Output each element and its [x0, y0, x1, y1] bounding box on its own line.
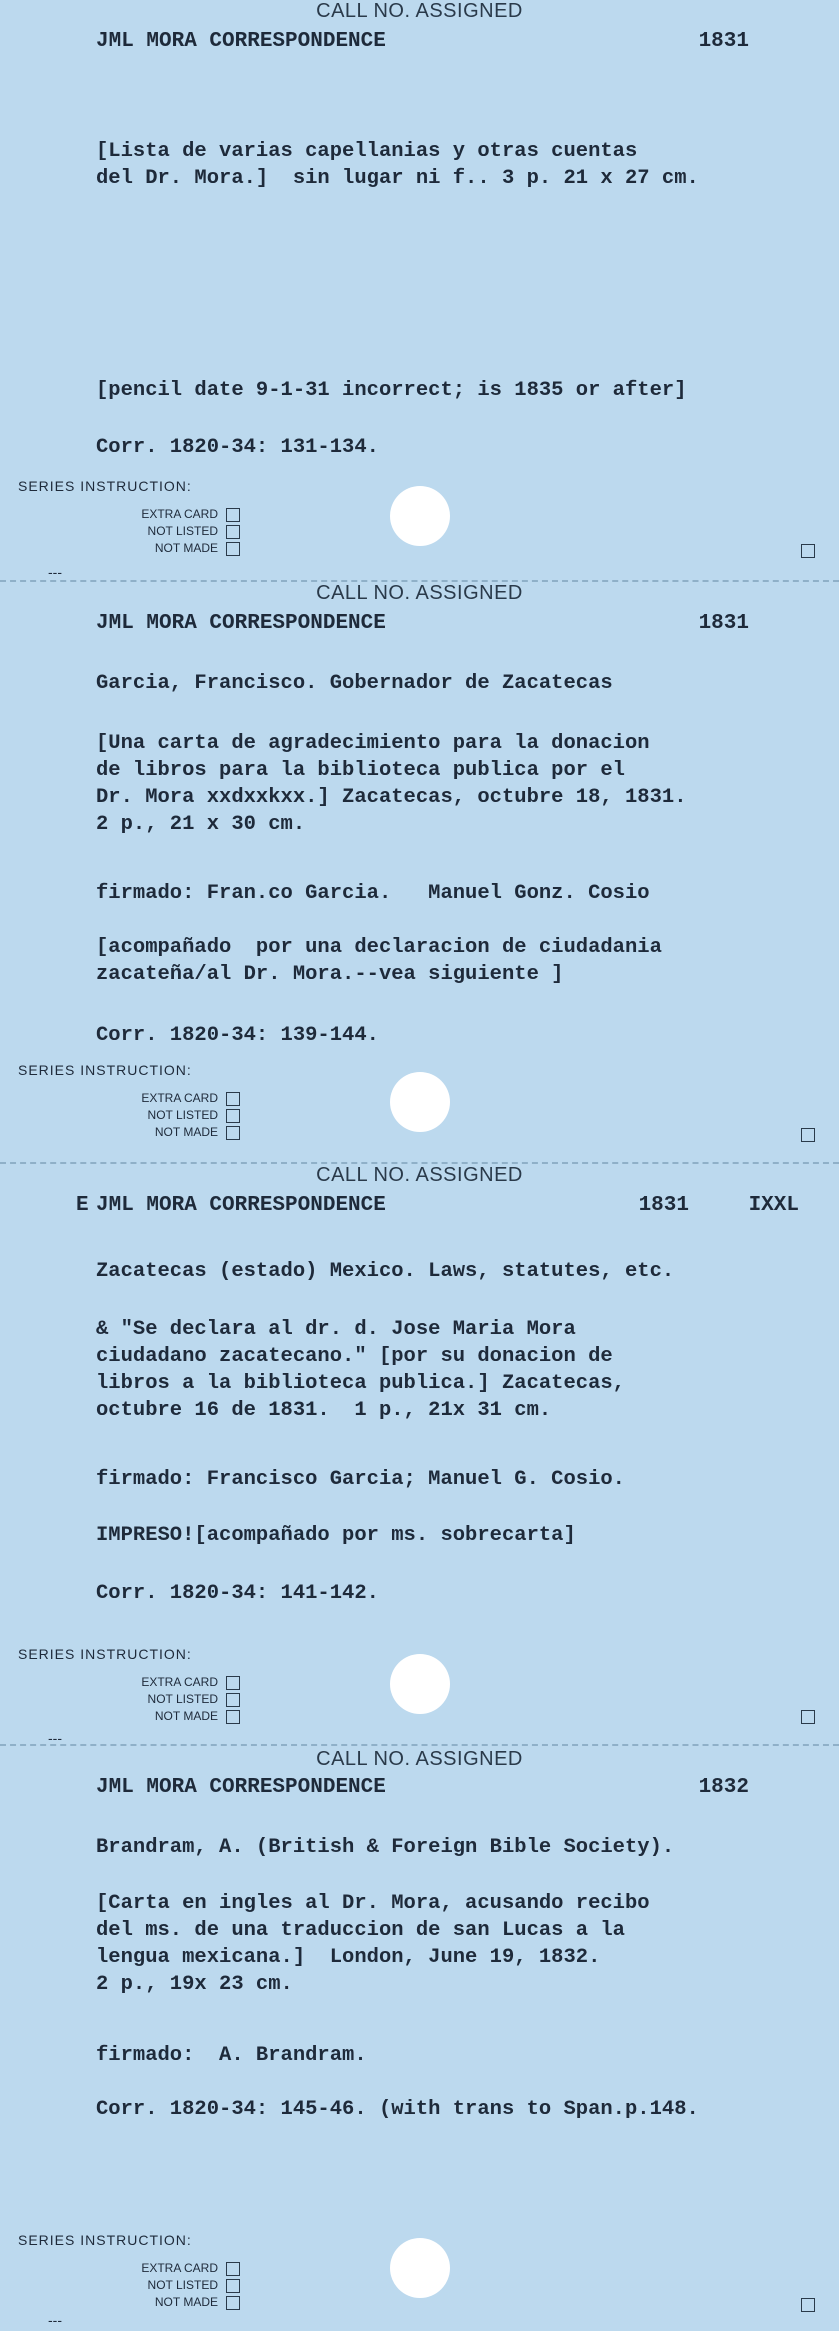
call-no-label: CALL NO. ASSIGNED	[316, 1748, 523, 1770]
call-no-label: CALL NO. ASSIGNED	[316, 0, 523, 22]
option-label: NOT MADE	[154, 2295, 218, 2309]
option-label: NOT LISTED	[147, 1692, 218, 1706]
series-options	[100, 1090, 240, 1141]
punch-hole	[390, 1654, 450, 1714]
series-options	[100, 1674, 240, 1725]
line: ciudadano zacatecano." [por su donacion de	[96, 1345, 613, 1368]
series-instruction-label: SERIES INSTRUCTION:	[18, 478, 192, 494]
series-options	[100, 506, 240, 557]
extra-card-checkbox[interactable]	[226, 508, 240, 522]
card-year: 1831	[698, 30, 749, 53]
card-reference: Corr. 1820-34: 139-144.	[96, 1024, 379, 1047]
punch-hole	[390, 1072, 450, 1132]
punch-hole	[390, 2238, 450, 2298]
line: [Una carta de agradecimiento para la donacion	[96, 732, 650, 755]
not-made-checkbox[interactable]	[226, 1126, 240, 1140]
not-listed-checkbox[interactable]	[226, 1109, 240, 1123]
call-no-label: CALL NO. ASSIGNED	[316, 1164, 523, 1186]
option-label: NOT MADE	[154, 1125, 218, 1139]
card-title: JML MORA CORRESPONDENCE	[96, 612, 386, 635]
card-signature: firmado: Francisco Garcia; Manuel G. Cosio.	[96, 1468, 625, 1491]
not-listed-checkbox[interactable]	[226, 525, 240, 539]
card-note	[96, 934, 815, 988]
not-made-checkbox[interactable]	[226, 2296, 240, 2310]
card-extra-mark: IXXL	[748, 1194, 799, 1217]
punch-hole	[390, 486, 450, 546]
corner-checkbox[interactable]	[801, 1710, 815, 1724]
card-description	[96, 730, 815, 838]
card-note: [pencil date 9-1-31 incorrect; is 1835 or after]	[96, 379, 687, 402]
line: Dr. Mora xxdxxkxx.] Zacatecas, octubre 18, 1831.	[96, 786, 687, 809]
card-signature: firmado: Fran.co Garcia. Manuel Gonz. Cosio	[96, 882, 650, 905]
corner-checkbox[interactable]	[801, 1128, 815, 1142]
dash-mark: ---	[48, 2312, 62, 2328]
extra-card-checkbox[interactable]	[226, 2262, 240, 2276]
card-description	[96, 138, 815, 192]
card-header	[76, 1194, 799, 1224]
card-description	[96, 1316, 815, 1424]
card-title: JML MORA CORRESPONDENCE	[96, 30, 386, 53]
card-header	[96, 612, 799, 642]
line: 2 p., 19x 23 cm.	[96, 1973, 293, 1996]
not-listed-checkbox[interactable]	[226, 2279, 240, 2293]
line: [acompañado por una declaracion de ciudadania	[96, 936, 662, 959]
extra-card-checkbox[interactable]	[226, 1676, 240, 1690]
option-label: EXTRA CARD	[141, 507, 218, 521]
series-instruction-label: SERIES INSTRUCTION:	[18, 1062, 192, 1078]
line: del ms. de una traduccion de san Lucas a la	[96, 1919, 625, 1942]
line: [Carta en ingles al Dr. Mora, acusando recibo	[96, 1892, 650, 1915]
option-label: NOT MADE	[154, 1709, 218, 1723]
line: [Lista de varias capellanias y otras cuentas	[96, 140, 638, 163]
card-description	[96, 1890, 815, 1998]
call-no-label: CALL NO. ASSIGNED	[316, 582, 523, 604]
card-prefix: E	[76, 1194, 89, 1217]
extra-card-checkbox[interactable]	[226, 1092, 240, 1106]
option-label: EXTRA CARD	[141, 1091, 218, 1105]
line: octubre 16 de 1831. 1 p., 21x 31 cm.	[96, 1399, 552, 1422]
not-listed-checkbox[interactable]	[226, 1693, 240, 1707]
card-signature: firmado: A. Brandram.	[96, 2044, 367, 2067]
series-instruction-label: SERIES INSTRUCTION:	[18, 1646, 192, 1662]
card-header	[96, 1776, 799, 1806]
line: & "Se declara al dr. d. Jose Maria Mora	[96, 1318, 576, 1341]
option-label: NOT LISTED	[147, 1108, 218, 1122]
card-reference: Corr. 1820-34: 145-46. (with trans to Span.p.148.	[96, 2098, 699, 2121]
line: 2 p., 21 x 30 cm.	[96, 813, 306, 836]
option-label: EXTRA CARD	[141, 2261, 218, 2275]
card-year: 1831	[638, 1194, 689, 1217]
option-label: NOT MADE	[154, 541, 218, 555]
card-note: IMPRESO![acompañado por ms. sobrecarta]	[96, 1524, 576, 1547]
series-instruction-label: SERIES INSTRUCTION:	[18, 2232, 192, 2248]
card-year: 1831	[698, 612, 749, 635]
option-label: EXTRA CARD	[141, 1675, 218, 1689]
catalog-card-4	[0, 1746, 839, 2331]
catalog-card-1	[0, 0, 839, 582]
line: lengua mexicana.] London, June 19, 1832.	[96, 1946, 601, 1969]
corner-checkbox[interactable]	[801, 544, 815, 558]
card-reference: Corr. 1820-34: 141-142.	[96, 1582, 379, 1605]
catalog-card-2	[0, 582, 839, 1164]
option-label: NOT LISTED	[147, 524, 218, 538]
card-header	[96, 30, 799, 60]
card-title: JML MORA CORRESPONDENCE	[96, 1194, 386, 1217]
line: zacateña/al Dr. Mora.--vea siguiente ]	[96, 963, 564, 986]
line: libros a la biblioteca publica.] Zacatecas,	[96, 1372, 625, 1395]
card-title: JML MORA CORRESPONDENCE	[96, 1776, 386, 1799]
dash-mark: ---	[48, 564, 62, 580]
line: del Dr. Mora.] sin lugar ni f.. 3 p. 21 x 27 cm.	[96, 167, 699, 190]
card-reference: Corr. 1820-34: 131-134.	[96, 436, 379, 459]
card-subject: Brandram, A. (British & Foreign Bible Society).	[96, 1836, 675, 1859]
option-label: NOT LISTED	[147, 2278, 218, 2292]
catalog-card-3	[0, 1164, 839, 1746]
not-made-checkbox[interactable]	[226, 542, 240, 556]
corner-checkbox[interactable]	[801, 2298, 815, 2312]
card-subject: Zacatecas (estado) Mexico. Laws, statutes, etc.	[96, 1260, 675, 1283]
series-options	[100, 2260, 240, 2311]
card-subject: Garcia, Francisco. Gobernador de Zacatecas	[96, 672, 613, 695]
line: de libros para la biblioteca publica por el	[96, 759, 625, 782]
not-made-checkbox[interactable]	[226, 1710, 240, 1724]
card-year: 1832	[698, 1776, 749, 1799]
dash-mark: ---	[48, 1730, 62, 1746]
